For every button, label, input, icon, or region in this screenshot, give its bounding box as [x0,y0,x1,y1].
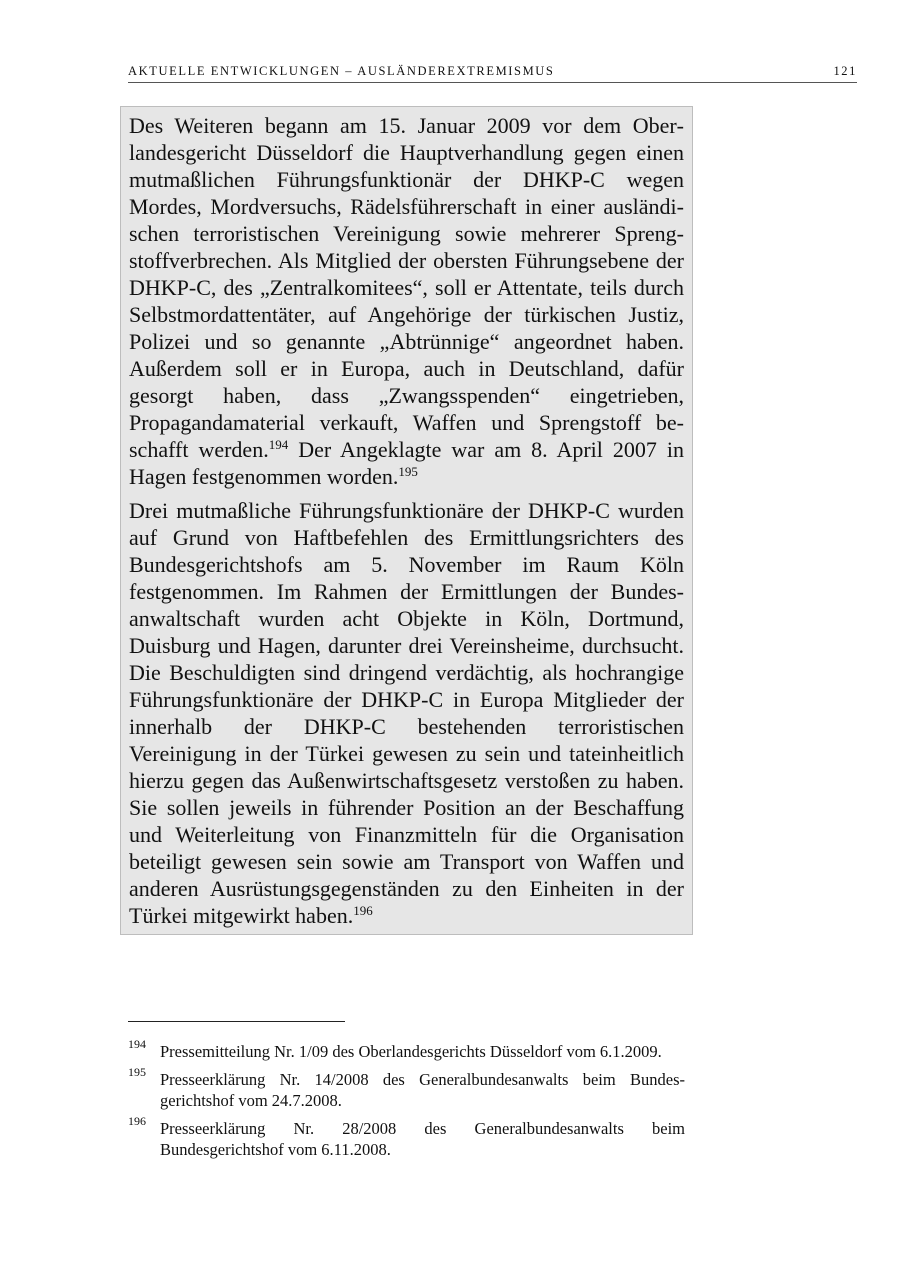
footnote-ref-195[interactable]: 195 [398,464,418,479]
paragraph-trial [129,112,684,490]
running-header-title: AKTUELLE ENTWICKLUNGEN – AUSLÄNDEREXTREMISMUS [128,64,555,78]
footnotes [128,1037,685,1167]
footnote-text: Presseerklärung Nr. 28/2008 des Generalbundesanwalts beim Bundesgerichtshof vom 6.11.2008. [160,1119,685,1159]
page-number: 121 [833,64,857,78]
paragraph-arrests [129,497,684,929]
footnote-number: 196 [128,1114,146,1128]
footnote-195 [128,1065,685,1111]
footnote-number: 194 [128,1037,146,1051]
footnote-196 [128,1114,685,1160]
footnote-194 [128,1037,685,1062]
running-header [128,62,857,83]
footnote-ref-194[interactable]: 194 [268,437,289,452]
paragraph-trial-text: Des Weiteren begann am 15. Januar 2009 vor dem Oberlandesgericht Düsseldorf die Hauptverhandlung gegen einen mutmaßlichen Führungsfunktionär der DHKP-C wegen Mordes, Mordversuchs, Rädelsführerschaft in einer ausländischen terroristischen Vereinigung sowie mehrerer Sprengstoffverbrechen. Als Mitglied der obersten Führungsebene der DHKP-C, des „Zentralkomitees“, soll er Attentate, teils durch Selbstmordattentäter, auf Angehörige der türkischen Justiz, Polizei und so genannte „Abtrünnige“ angeordnet haben. Außerdem soll er in Europa, auch in Deutschland, dafür gesorgt haben, dass „Zwangsspenden“ eingetrieben, Propagandamaterial verkauft, Waffen und Sprengstoff beschafft werden. [129,113,684,462]
paragraph-trial-text-continued: Der Angeklagte war am 8. April 2007 in Hagen festgenommen worden. [129,437,684,489]
footnote-ref-196[interactable]: 196 [353,903,373,918]
footnote-separator [128,1021,345,1022]
footnote-text: Presseerklärung Nr. 14/2008 des Generalbundesanwalts beim Bundesgerichtshof vom 24.7.2008. [160,1070,685,1110]
footnote-text: Pressemitteilung Nr. 1/09 des Oberlandesgerichts Düsseldorf vom 6.1.2009. [160,1042,662,1061]
highlighted-text-box [120,106,693,935]
footnote-number: 195 [128,1065,146,1079]
paragraph-arrests-text: Drei mutmaßliche Führungsfunktionäre der DHKP-C wurden auf Grund von Haftbefehlen des Ermittlungsrichters des Bundesgerichtshofs am 5. November im Raum Köln festgenommen. Im Rahmen der Ermittlungen der Bundesanwaltschaft wurden acht Objekte in Köln, Dortmund, Duisburg und Hagen, darunter drei Vereinsheime, durchsucht. Die Beschuldigten sind dringend verdächtig, als hochrangige Führungsfunktionäre der DHKP-C in Europa Mitglieder der innerhalb der DHKP-C bestehenden terroristischen Vereinigung in der Türkei gewesen zu sein und tateinheitlich hierzu gegen das Außenwirtschaftsgesetz verstoßen zu haben. Sie sollen jeweils in führender Position an der Beschaffung und Weiterleitung von Finanzmitteln für die Organisation beteiligt gewesen sein sowie am Transport von Waffen und anderen Ausrüstungsgegenständen zu den Einheiten in der Türkei mitgewirkt haben. [129,498,684,928]
